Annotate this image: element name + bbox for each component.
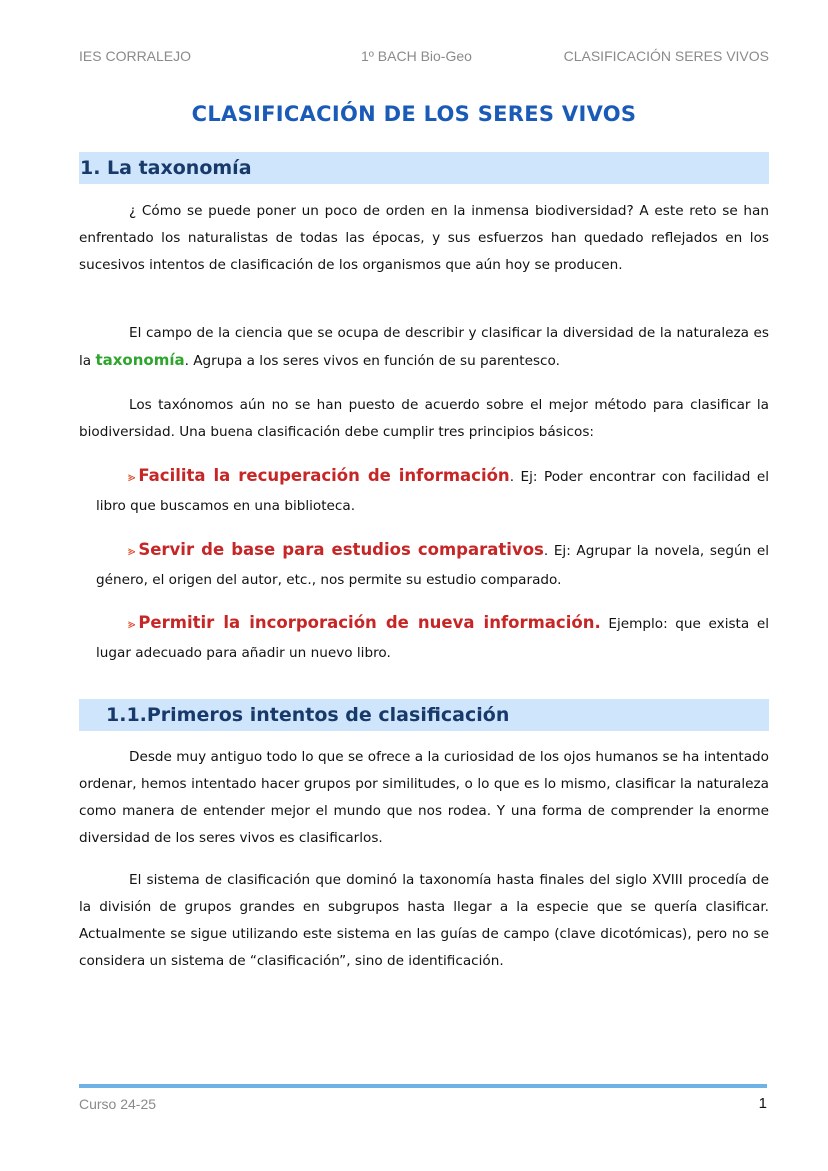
list-item-principle-1: [96, 461, 769, 521]
header-topic: CLASIFICACIÓN SERES VIVOS: [563, 48, 769, 64]
page-number: 1: [758, 1095, 767, 1112]
section-heading-taxonomia: 1. La taxonomía: [80, 157, 252, 179]
paragraph-history: [79, 744, 769, 852]
paragraph-classification-system: [79, 867, 769, 975]
paragraph-principles-intro: [79, 392, 769, 446]
subsection-heading-primeros-intentos: 1.1.Primeros intentos de clasificación: [106, 704, 510, 726]
principle-text: Ejemplo: que exista el lugar adecuado para añadir un nuevo libro.: [96, 616, 769, 661]
principle-text: . Ej: Poder encontrar con facilidad el libro que buscamos en una biblioteca.: [96, 469, 769, 514]
list-item-principle-3: [96, 608, 769, 668]
header-school: IES CORRALEJO: [79, 48, 192, 64]
header-course: 1º BACH Bio-Geo: [361, 48, 472, 64]
principle-title: Permitir la incorporación de nueva información.: [138, 613, 601, 632]
text-fragment: El campo de la ciencia que se ocupa de describir y clasificar la diversidad de la naturaleza es la: [79, 325, 769, 369]
list-item-principle-2: [96, 535, 769, 595]
footer-course-year: Curso 24-25: [79, 1096, 157, 1112]
arrow-icon: ⪢: [128, 470, 136, 485]
paragraph-text: [79, 320, 769, 375]
principle-text: . Ej: Agrupar la novela, según el género, el origen del autor, etc., nos permite su estudio comparado.: [96, 543, 769, 588]
paragraph-text: Desde muy antiguo todo lo que se ofrece a la curiosidad de los ojos humanos se ha intentado ordenar, hemos intentado hacer grupos por similitudes, o lo que es lo mismo, clasificar la naturaleza como manera de entender mejor el mundo que nos rodea. Y una forma de comprender la enorme diversidad de los seres vivos es clasificarlos.: [79, 749, 769, 846]
paragraph-text: El sistema de clasificación que dominó la taxonomía hasta finales del siglo XVIII procedía de la división de grupos grandes en subgrupos hasta llegar a la especie que se quería clasificar. Actualmente se sigue utilizando este sistema en las guías de campo (clave dicotómicas), pero no se considera un sistema de “clasificación”, sino de identificación.: [79, 872, 769, 969]
paragraph-taxonomy-definition: [79, 320, 769, 375]
text-fragment: . Agrupa a los seres vivos en función de su parentesco.: [184, 353, 560, 369]
arrow-icon: ⪢: [128, 544, 136, 559]
footer-divider: [79, 1084, 767, 1088]
page-title: CLASIFICACIÓN DE LOS SERES VIVOS: [191, 102, 637, 126]
paragraph-text: Los taxónomos aún no se han puesto de acuerdo sobre el mejor método para clasificar la biodiversidad. Una buena clasificación debe cumplir tres principios básicos:: [79, 397, 769, 440]
paragraph-intro: [79, 198, 769, 279]
principle-title: Facilita la recuperación de información: [138, 466, 510, 485]
term-taxonomia: taxonomía: [95, 351, 185, 369]
paragraph-text: ¿ Cómo se puede poner un poco de orden en la inmensa biodiversidad? A este reto se han enfrentado los naturalistas de todas las épocas, y sus esfuerzos han quedado reflejados en los sucesivos intentos de clasificación de los organismos que aún hoy se producen.: [79, 203, 769, 273]
arrow-icon: ⪢: [128, 617, 136, 632]
principle-title: Servir de base para estudios comparativos: [138, 540, 544, 559]
